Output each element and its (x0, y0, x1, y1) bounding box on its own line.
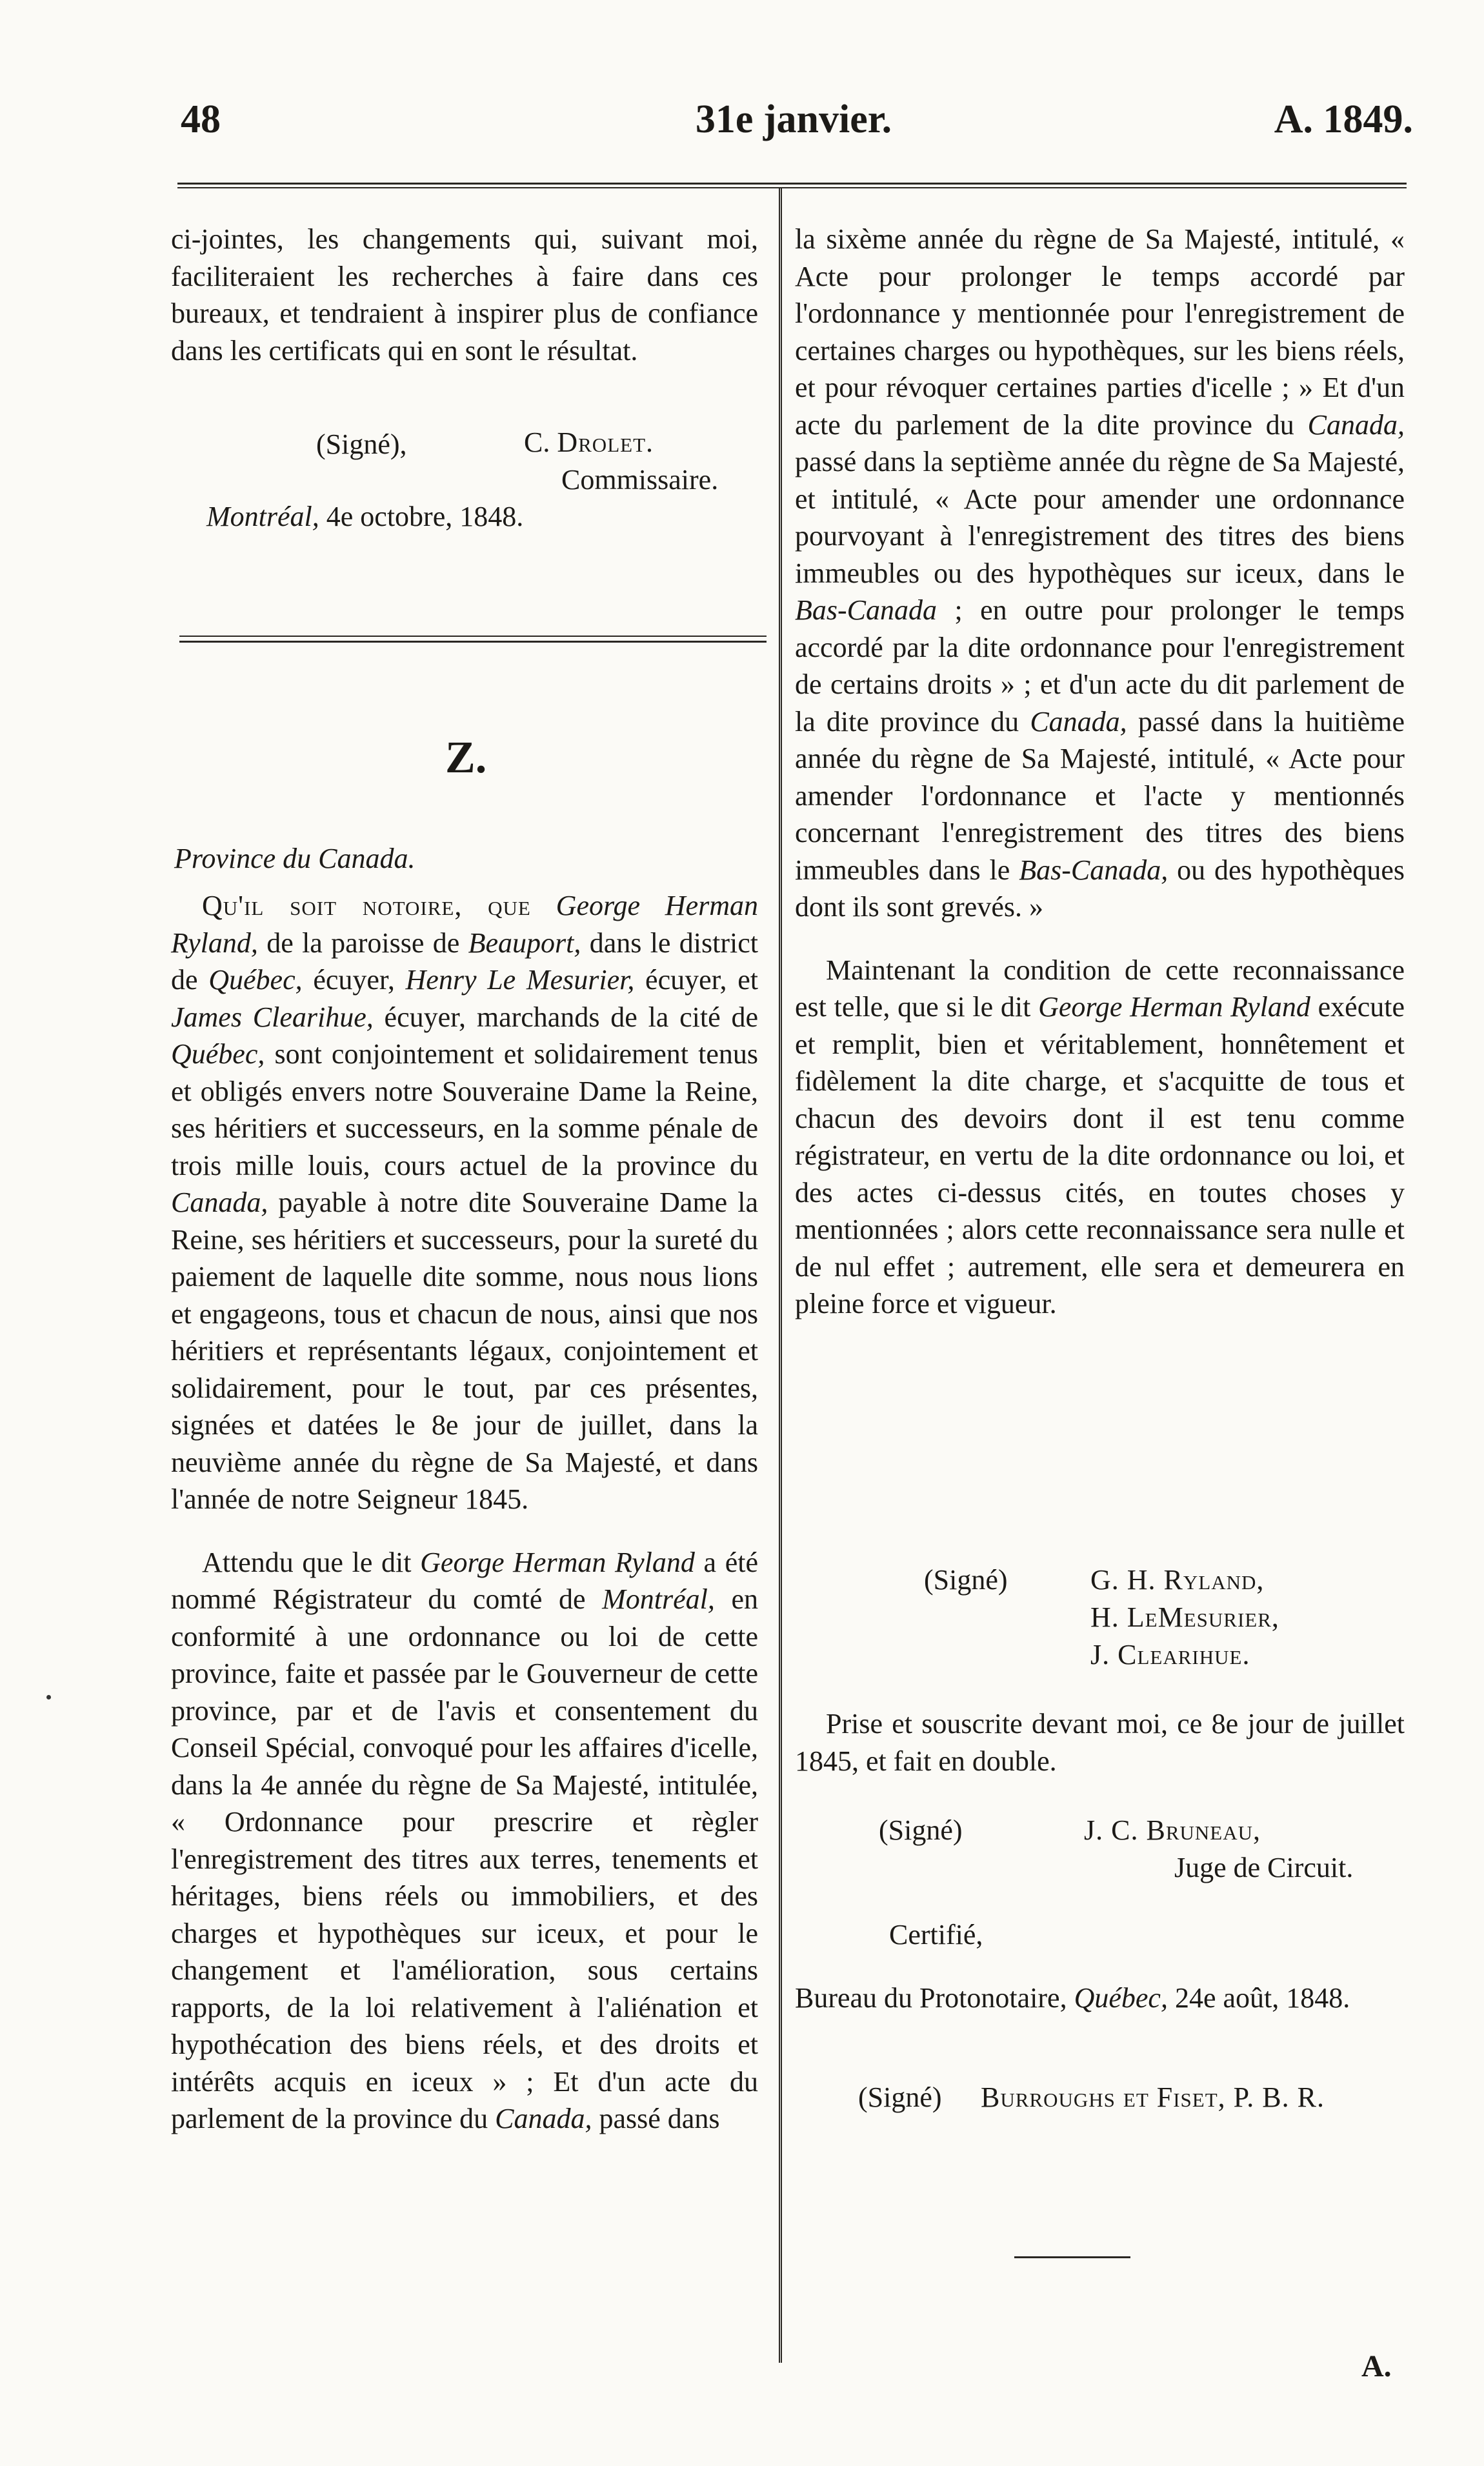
bond-paragraph: Qu'il soit notoire, que George Herman Ryland, de la paroisse de Beauport, dans le district de Québec, écuyer, Henry Le Mesurier, écuyer, et James Clearihue, écuyer, marchands de la cité de Québec, sont conjointement et solidairement tenus et obligés envers notre Souveraine Dame la Reine, ses héritiers et successeurs, en la somme pénale de trois mille louis, cours actuel de la province du Canada, payable à notre dite Souveraine Dame la Reine, ses héritiers et successeurs, pour la sureté du paiement de laquelle dite somme, nous nous lions et engageons, tous et chacun de nous, ainsi que nos héritiers et représentants légaux, conjointement et solidairement, pour le tout, par ces présentes, signées et datées le 8e jour de juillet, dans la neuvième année du règne de Sa Majesté, et dans l'année de notre Seigneur 1845. (171, 890, 759, 1515)
section-divider (179, 636, 767, 643)
signatory: G. H. Ryland, (1090, 1564, 1265, 1596)
sworn-paragraph: Prise et souscrite devant moi, ce 8e jour de juillet 1845, et fait en double. (795, 1708, 1405, 1777)
drolet-title: Commissaire. (561, 464, 719, 496)
sworn-paragraph-block (795, 1705, 1405, 1779)
judge-signed-label: (Signé) (879, 1814, 963, 1846)
left-intro (171, 221, 758, 369)
right-body (795, 221, 1405, 1323)
bureau-line: Bureau du Protonotaire, Québec, 24e août, 1848. (795, 1982, 1350, 2014)
final-signed-label: (Signé) (858, 2081, 942, 2113)
drolet-signed-label: (Signé), (316, 428, 407, 460)
condition-paragraph: Maintenant la condition de cette reconnaissance est telle, que si le dit George Herman Ryland exécute et remplit, bien et véritablement, honnêtement et fidèlement la dite charge, et s'acquitte de tous et chacun des devoirs dont il est tenu comme régistrateur, en vertu de la dite ordonnance ou loi, et des actes ci-dessus cités, en toutes choses y mentionnées ; alors cette reconnaissance sera nulle et de nul effet ; autrement, elle sera et demeurera en pleine force et vigueur. (795, 954, 1405, 1319)
signatories-list (1090, 1561, 1279, 1674)
page-header (174, 97, 1413, 155)
page-number: 48 (181, 97, 221, 141)
signatory: H. LeMesurier, (1090, 1601, 1279, 1633)
end-rule (1014, 2256, 1130, 2258)
drolet-signature: C. Drolet. (524, 426, 654, 458)
drolet-date: Montréal, 4e octobre, 1848. (206, 501, 524, 532)
column-divider (779, 188, 782, 2363)
judge-name: J. C. Bruneau, (1084, 1814, 1261, 1846)
acts-paragraph: la sixème année du règne de Sa Majesté, intitulé, « Acte pour prolonger le temps accordé par l'ordonnance y mentionnée pour l'enregistrement de certaines charges ou hypothèques, sur les biens réels, et pour révoquer certaines parties d'icelle ; » Et d'un acte du parlement de la dite province du Canada, passé dans la septième année du règne de Sa Majesté, et intitulé, « Acte pour amender une ordonnance pourvoyant à l'enregistrement des titres des biens immeubles ou des hypothèques sur iceux, dans le Bas-Canada ; en outre pour prolonger le temps accordé par la dite ordonnance pour l'enregistrement de certains droits » ; et d'un acte du dit parlement de la dite province du Canada, passé dans la huitième année du règne de Sa Majesté, intitulé, « Acte pour amender l'ordonnance et l'acte y mentionnés concernant l'enregistrement des titres des biens immeubles dans le Bas-Canada, ou des hypothèques dont ils sont grevés. » (795, 223, 1405, 923)
header-rule (177, 183, 1407, 188)
intro-paragraph: ci-jointes, les changements qui, suivant moi, faciliteraient les recherches à faire dans ces bureaux, et tendraient à inspirer plus de confiance dans les certificats qui en sont le résultat. (171, 223, 758, 366)
bureau-block (795, 1980, 1405, 2017)
province-line: Province du Canada. (174, 843, 416, 874)
margin-dot (46, 1695, 51, 1699)
judge-title: Juge de Circuit. (1174, 1852, 1354, 1883)
signatory: J. Clearihue. (1090, 1639, 1250, 1670)
left-body (171, 887, 758, 2138)
header-year: A. 1849. (1274, 97, 1413, 141)
catchword: A. (1361, 2349, 1392, 2383)
certified-line: Certifié, (889, 1919, 983, 1950)
header-date: 31e janvier. (695, 97, 892, 141)
whereas-paragraph: Attendu que le dit George Herman Ryland a été nommé Régistrateur du comté de Montréal, en conformité à une ordonnance ou loi de cette province, faite et passée par le Gouverneur de cette province, par et de l'avis et consentement du Conseil Spécial, convoqué pour les affaires d'icelle, dans la 4e année du règne de Sa Majesté, intitulée, « Ordonnance pour prescrire et règler l'enregistrement des titres aux terres, tenements et héritages, biens réels ou immobiliers, et des charges et hypothèques sur iceux, et pour le changement et l'amélioration, sous certains rapports, de la loi relativement à l'aliénation et hypothécation des biens réels, et des droits et intérêts acquis en iceux » ; Et d'un acte du parlement de la province du Canada, passé dans (171, 1546, 758, 2134)
signatories-label: (Signé) (924, 1564, 1008, 1596)
final-signature: Burroughs et Fiset, P. B. R. (981, 2081, 1325, 2113)
section-heading: Z. (445, 733, 487, 783)
